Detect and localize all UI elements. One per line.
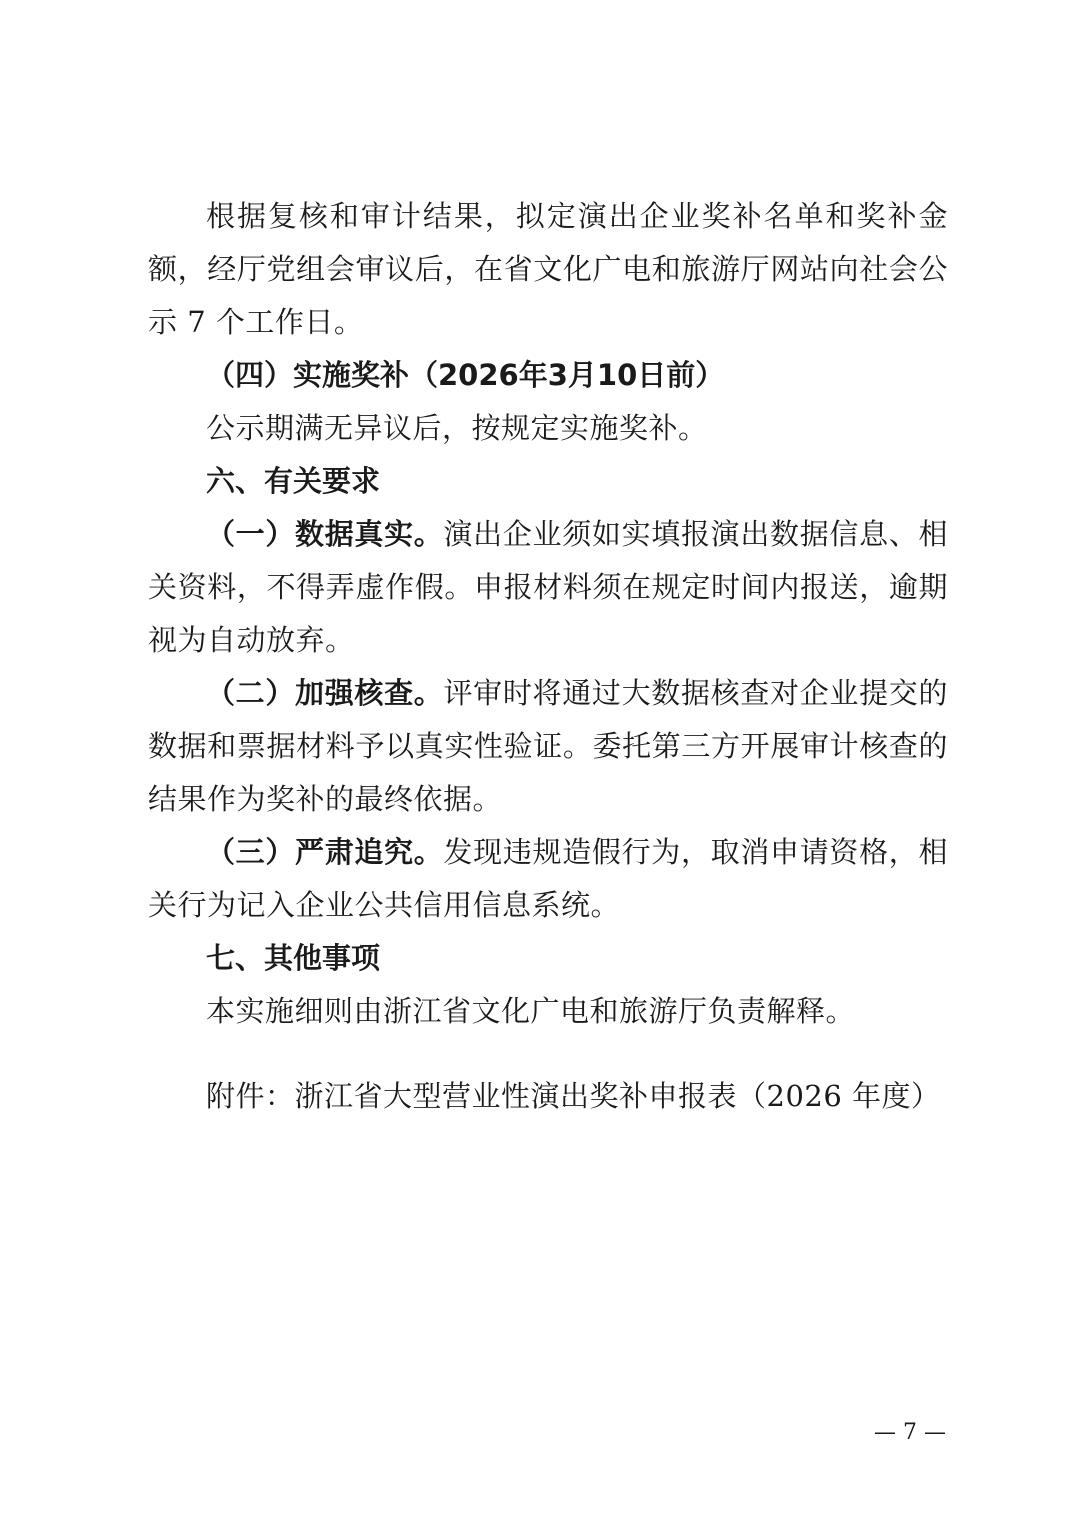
requirement-title: （二）加强核查。 (206, 676, 444, 710)
requirement-title: （三）严肃追究。 (206, 835, 444, 869)
section-heading-other-matters: 七、其他事项 (206, 941, 381, 975)
paragraph-review-results: 根据复核和审计结果，拟定演出企业奖补名单和奖补金额，经厅党组会审议后，在省文化广电和旅游厅网站向社会公示 7 个工作日。 (148, 199, 948, 339)
heading-implement-subsidy: （四）实施奖补（2026年3月10日前） (206, 358, 725, 392)
requirement-strict-accountability (148, 826, 948, 932)
document-body (148, 190, 948, 1123)
spacer (148, 1038, 948, 1070)
requirement-strengthen-verification (148, 667, 948, 826)
requirement-text: 发现违规造假行为，取消申请资格，相关行为记入企业公共信用信息系统。 (148, 835, 948, 922)
requirement-text: 演出企业须如实填报演出数据信息、相关资料，不得弄虚作假。申报材料须在规定时间内报送，逾期视为自动放弃。 (148, 517, 948, 657)
requirement-data-authenticity (148, 508, 948, 667)
paragraph-interpretation: 本实施细则由浙江省文化广电和旅游厅负责解释。 (206, 994, 856, 1028)
page-number: — 7 — (874, 1420, 946, 1445)
requirement-title: （一）数据真实。 (206, 517, 444, 551)
requirement-text: 评审时将通过大数据核查对企业提交的数据和票据材料予以真实性验证。委托第三方开展审计核查的结果作为奖补的最终依据。 (148, 676, 948, 816)
paragraph-publicity-period: 公示期满无异议后，按规定实施奖补。 (206, 411, 708, 445)
attachment-line: 附件：浙江省大型营业性演出奖补申报表（2026 年度） (206, 1079, 941, 1113)
section-heading-requirements: 六、有关要求 (206, 464, 381, 498)
